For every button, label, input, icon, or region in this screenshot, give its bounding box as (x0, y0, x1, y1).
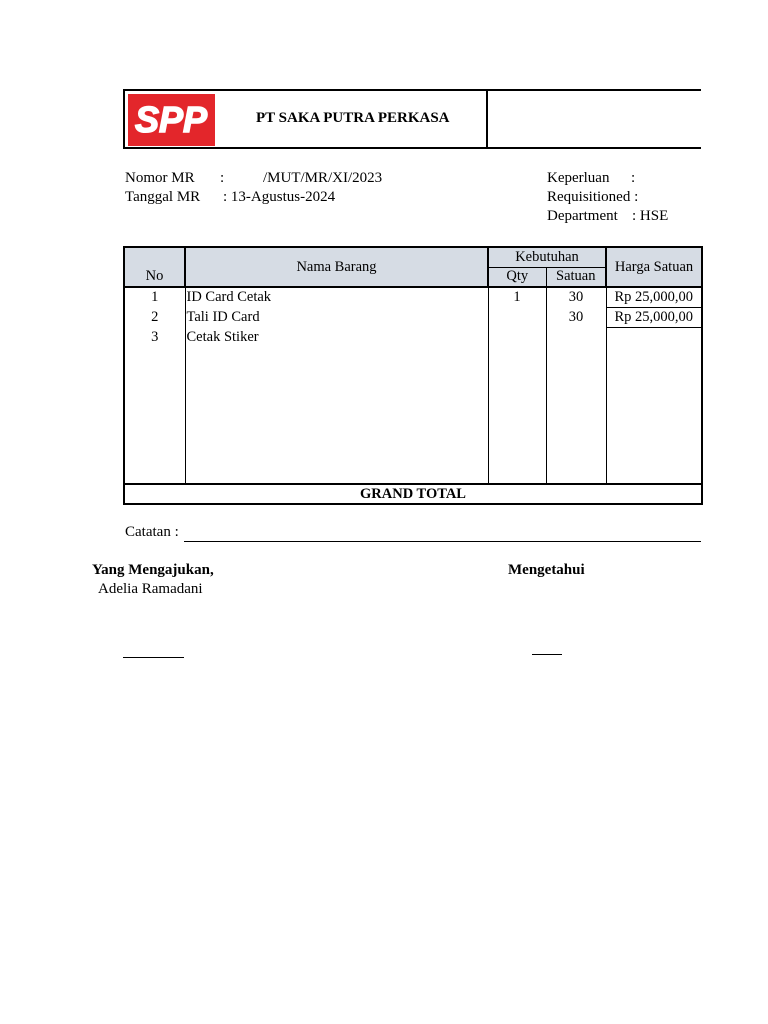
company-name: PT SAKA PUTRA PERKASA (256, 110, 450, 126)
nomor-label: Nomor MR (125, 170, 195, 186)
svg-text:SPP: SPP (134, 99, 208, 140)
row-nama: ID Card Cetak (185, 287, 488, 307)
requisitioned-label: Requisitioned : (547, 189, 639, 205)
tanggal-value: : 13-Agustus-2024 (223, 189, 336, 205)
left-signature-title: Yang Mengajukan, (92, 562, 214, 578)
row-no: 3 (124, 327, 185, 347)
table-row (124, 307, 702, 327)
tanggal-label: Tanggal MR (125, 189, 201, 205)
col-nama-header: Nama Barang (185, 247, 488, 287)
row-harga (606, 327, 702, 347)
col-harga-header: Harga Satuan (606, 247, 702, 287)
row-satuan: 30 (546, 287, 606, 307)
company-logo (128, 94, 215, 146)
row-no: 1 (124, 287, 185, 307)
row-satuan: 30 (546, 307, 606, 327)
right-signature-title: Mengetahui (508, 562, 585, 578)
row-harga: Rp 25,000,00 (606, 307, 702, 327)
row-satuan (546, 327, 606, 347)
catatan-label: Catatan : (125, 524, 179, 540)
col-satuan-header: Satuan (546, 267, 606, 287)
col-kebutuhan-header: Kebutuhan (488, 247, 606, 267)
nomor-value: /MUT/MR/XI/2023 (263, 170, 383, 186)
left-signature-name: Adelia Ramadani (98, 581, 203, 597)
header-divider (486, 89, 488, 149)
keperluan-separator: : (631, 170, 636, 186)
table-empty-area (124, 347, 702, 484)
catatan-line (184, 541, 701, 542)
table-row (124, 287, 702, 307)
keperluan-label: Keperluan (547, 170, 610, 186)
col-qty-header: Qty (488, 267, 546, 287)
table-row (124, 327, 702, 347)
row-qty (488, 307, 546, 327)
col-no-header: No (124, 247, 185, 287)
row-no: 2 (124, 307, 185, 327)
grand-total-label: GRAND TOTAL (124, 484, 702, 504)
row-harga: Rp 25,000,00 (606, 287, 702, 307)
row-nama: Tali ID Card (185, 307, 488, 327)
row-qty: 1 (488, 287, 546, 307)
row-nama: Cetak Stiker (185, 327, 488, 347)
department-value: : HSE (632, 208, 669, 224)
nomor-separator: : (220, 170, 225, 186)
left-signature-line (123, 657, 184, 658)
row-qty (488, 327, 546, 347)
right-signature-line (532, 654, 562, 655)
department-label: Department (547, 208, 618, 224)
items-table (123, 246, 703, 505)
